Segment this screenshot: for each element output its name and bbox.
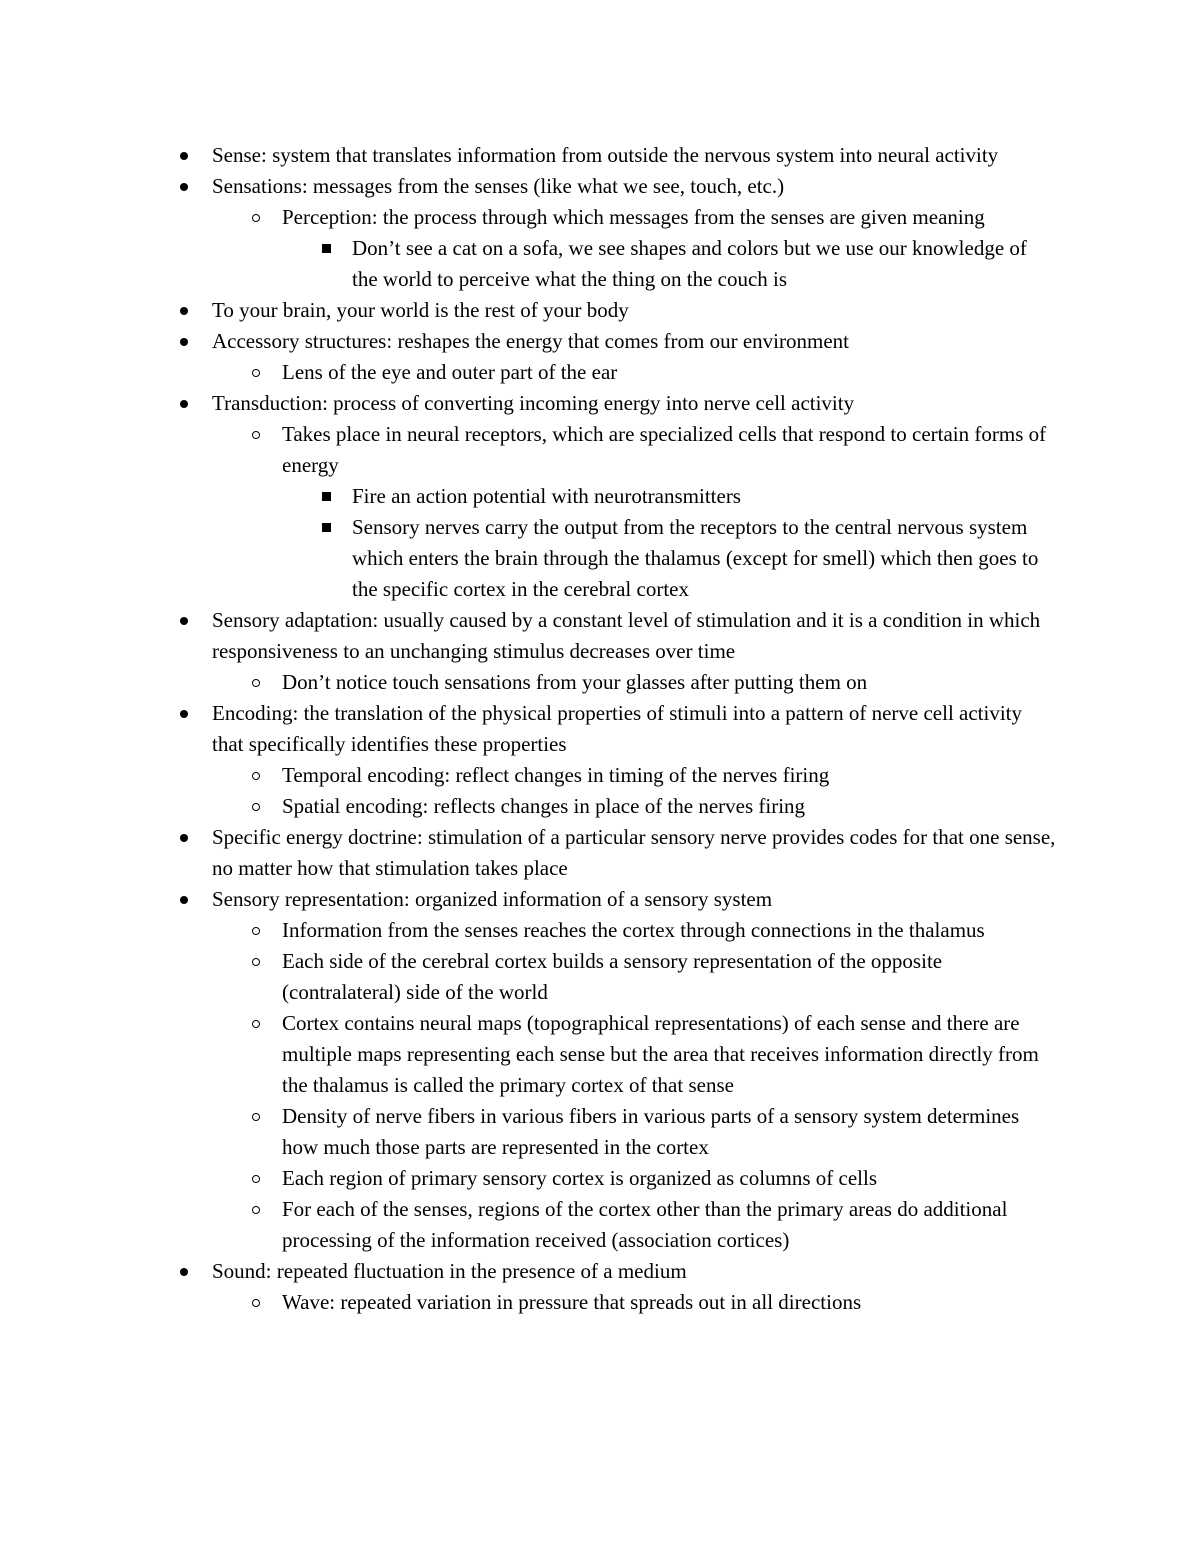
list-item-text: Sound: repeated fluctuation in the presence of a medium <box>212 1259 687 1283</box>
list-item-text: Accessory structures: reshapes the energy that comes from our environment <box>212 329 849 353</box>
bullet-circle-icon <box>249 1194 263 1225</box>
list-item-text: Sensory representation: organized information of a sensory system <box>212 887 773 911</box>
list-item <box>0 140 1200 171</box>
bullet-circle-icon <box>249 357 263 388</box>
bullet-circle-icon <box>249 915 263 946</box>
list-item-text: Sensory adaptation: usually caused by a constant level of stimulation and it is a condition in which responsiveness to an unchanging stimulus decreases over time <box>212 608 1041 663</box>
bullet-disc-icon <box>177 698 191 729</box>
list-item-text: Don’t see a cat on a sofa, we see shapes and colors but we use our knowledge of the world to perceive what the thing on the couch is <box>352 236 1027 291</box>
list-item <box>0 295 1200 326</box>
document-body <box>0 140 1200 1318</box>
list-item-text: Sensory nerves carry the output from the receptors to the central nervous system which enters the brain through the thalamus (except for smell) which then goes to the specific cortex in the cerebral cortex <box>352 515 1039 601</box>
list-item <box>0 233 1200 295</box>
list-item <box>0 202 1200 233</box>
bullet-circle-icon <box>249 1287 263 1318</box>
list-item <box>0 357 1200 388</box>
bullet-circle-icon <box>249 1163 263 1194</box>
list-item-text: Lens of the eye and outer part of the ear <box>282 360 618 384</box>
list-item <box>0 171 1200 202</box>
bullet-disc-icon <box>177 171 191 202</box>
list-item <box>0 1163 1200 1194</box>
list-item-text: Encoding: the translation of the physical properties of stimuli into a pattern of nerve cell activity that specifically identifies these properties <box>212 701 1023 756</box>
list-item-text: Spatial encoding: reflects changes in place of the nerves firing <box>282 794 806 818</box>
list-item-text: Information from the senses reaches the cortex through connections in the thalamus <box>282 918 985 942</box>
bullet-circle-icon <box>249 791 263 822</box>
bullet-circle-icon <box>249 419 263 450</box>
list-item-text: Wave: repeated variation in pressure that spreads out in all directions <box>282 1290 862 1314</box>
list-item <box>0 791 1200 822</box>
list-item <box>0 1101 1200 1163</box>
bullet-disc-icon <box>177 388 191 419</box>
list-item-text: Each side of the cerebral cortex builds a sensory representation of the opposite (contralateral) side of the world <box>282 949 943 1004</box>
list-item-text: Specific energy doctrine: stimulation of a particular sensory nerve provides codes for that one sense, no matter how that stimulation takes place <box>212 825 1056 880</box>
list-item-text: Transduction: process of converting incoming energy into nerve cell activity <box>212 391 855 415</box>
bullet-disc-icon <box>177 884 191 915</box>
list-item-text: Don’t notice touch sensations from your glasses after putting them on <box>282 670 868 694</box>
list-item <box>0 1287 1200 1318</box>
list-item-text: To your brain, your world is the rest of your body <box>212 298 629 322</box>
bullet-circle-icon <box>249 946 263 977</box>
bullet-disc-icon <box>177 295 191 326</box>
bullet-circle-icon <box>249 1008 263 1039</box>
list-item <box>0 884 1200 915</box>
bullet-square-icon <box>319 233 333 264</box>
list-item-text: Fire an action potential with neurotransmitters <box>352 484 741 508</box>
bullet-square-icon <box>319 512 333 543</box>
bullet-disc-icon <box>177 326 191 357</box>
list-item <box>0 698 1200 760</box>
bullet-circle-icon <box>249 1101 263 1132</box>
list-item <box>0 822 1200 884</box>
list-item <box>0 667 1200 698</box>
list-item-text: Sense: system that translates information from outside the nervous system into neural activity <box>212 143 999 167</box>
list-item <box>0 946 1200 1008</box>
list-item <box>0 760 1200 791</box>
list-item <box>0 388 1200 419</box>
bullet-circle-icon <box>249 760 263 791</box>
list-item <box>0 326 1200 357</box>
list-item <box>0 512 1200 605</box>
list-item-text: Each region of primary sensory cortex is organized as columns of cells <box>282 1166 878 1190</box>
list-item-text: Perception: the process through which messages from the senses are given meaning <box>282 205 985 229</box>
list-item <box>0 1008 1200 1101</box>
bullet-circle-icon <box>249 667 263 698</box>
list-item-text: For each of the senses, regions of the cortex other than the primary areas do additional processing of the information received (association cortices) <box>282 1197 1008 1252</box>
bullet-square-icon <box>319 481 333 512</box>
bullet-circle-icon <box>249 202 263 233</box>
bullet-disc-icon <box>177 822 191 853</box>
list-item <box>0 1194 1200 1256</box>
list-item <box>0 915 1200 946</box>
list-item-text: Density of nerve fibers in various fibers in various parts of a sensory system determines how much those parts are represented in the cortex <box>282 1104 1020 1159</box>
list-item-text: Sensations: messages from the senses (like what we see, touch, etc.) <box>212 174 785 198</box>
bullet-disc-icon <box>177 605 191 636</box>
list-item <box>0 605 1200 667</box>
list-item-text: Temporal encoding: reflect changes in timing of the nerves firing <box>282 763 830 787</box>
list-item <box>0 1256 1200 1287</box>
list-item <box>0 481 1200 512</box>
bullet-disc-icon <box>177 140 191 171</box>
list-item-text: Cortex contains neural maps (topographical representations) of each sense and there are multiple maps representing each sense but the area that receives information directly from the thalamus is called the primary cortex of that sense <box>282 1011 1039 1097</box>
list-item-text: Takes place in neural receptors, which are specialized cells that respond to certain forms of energy <box>282 422 1047 477</box>
bullet-disc-icon <box>177 1256 191 1287</box>
list-item <box>0 419 1200 481</box>
